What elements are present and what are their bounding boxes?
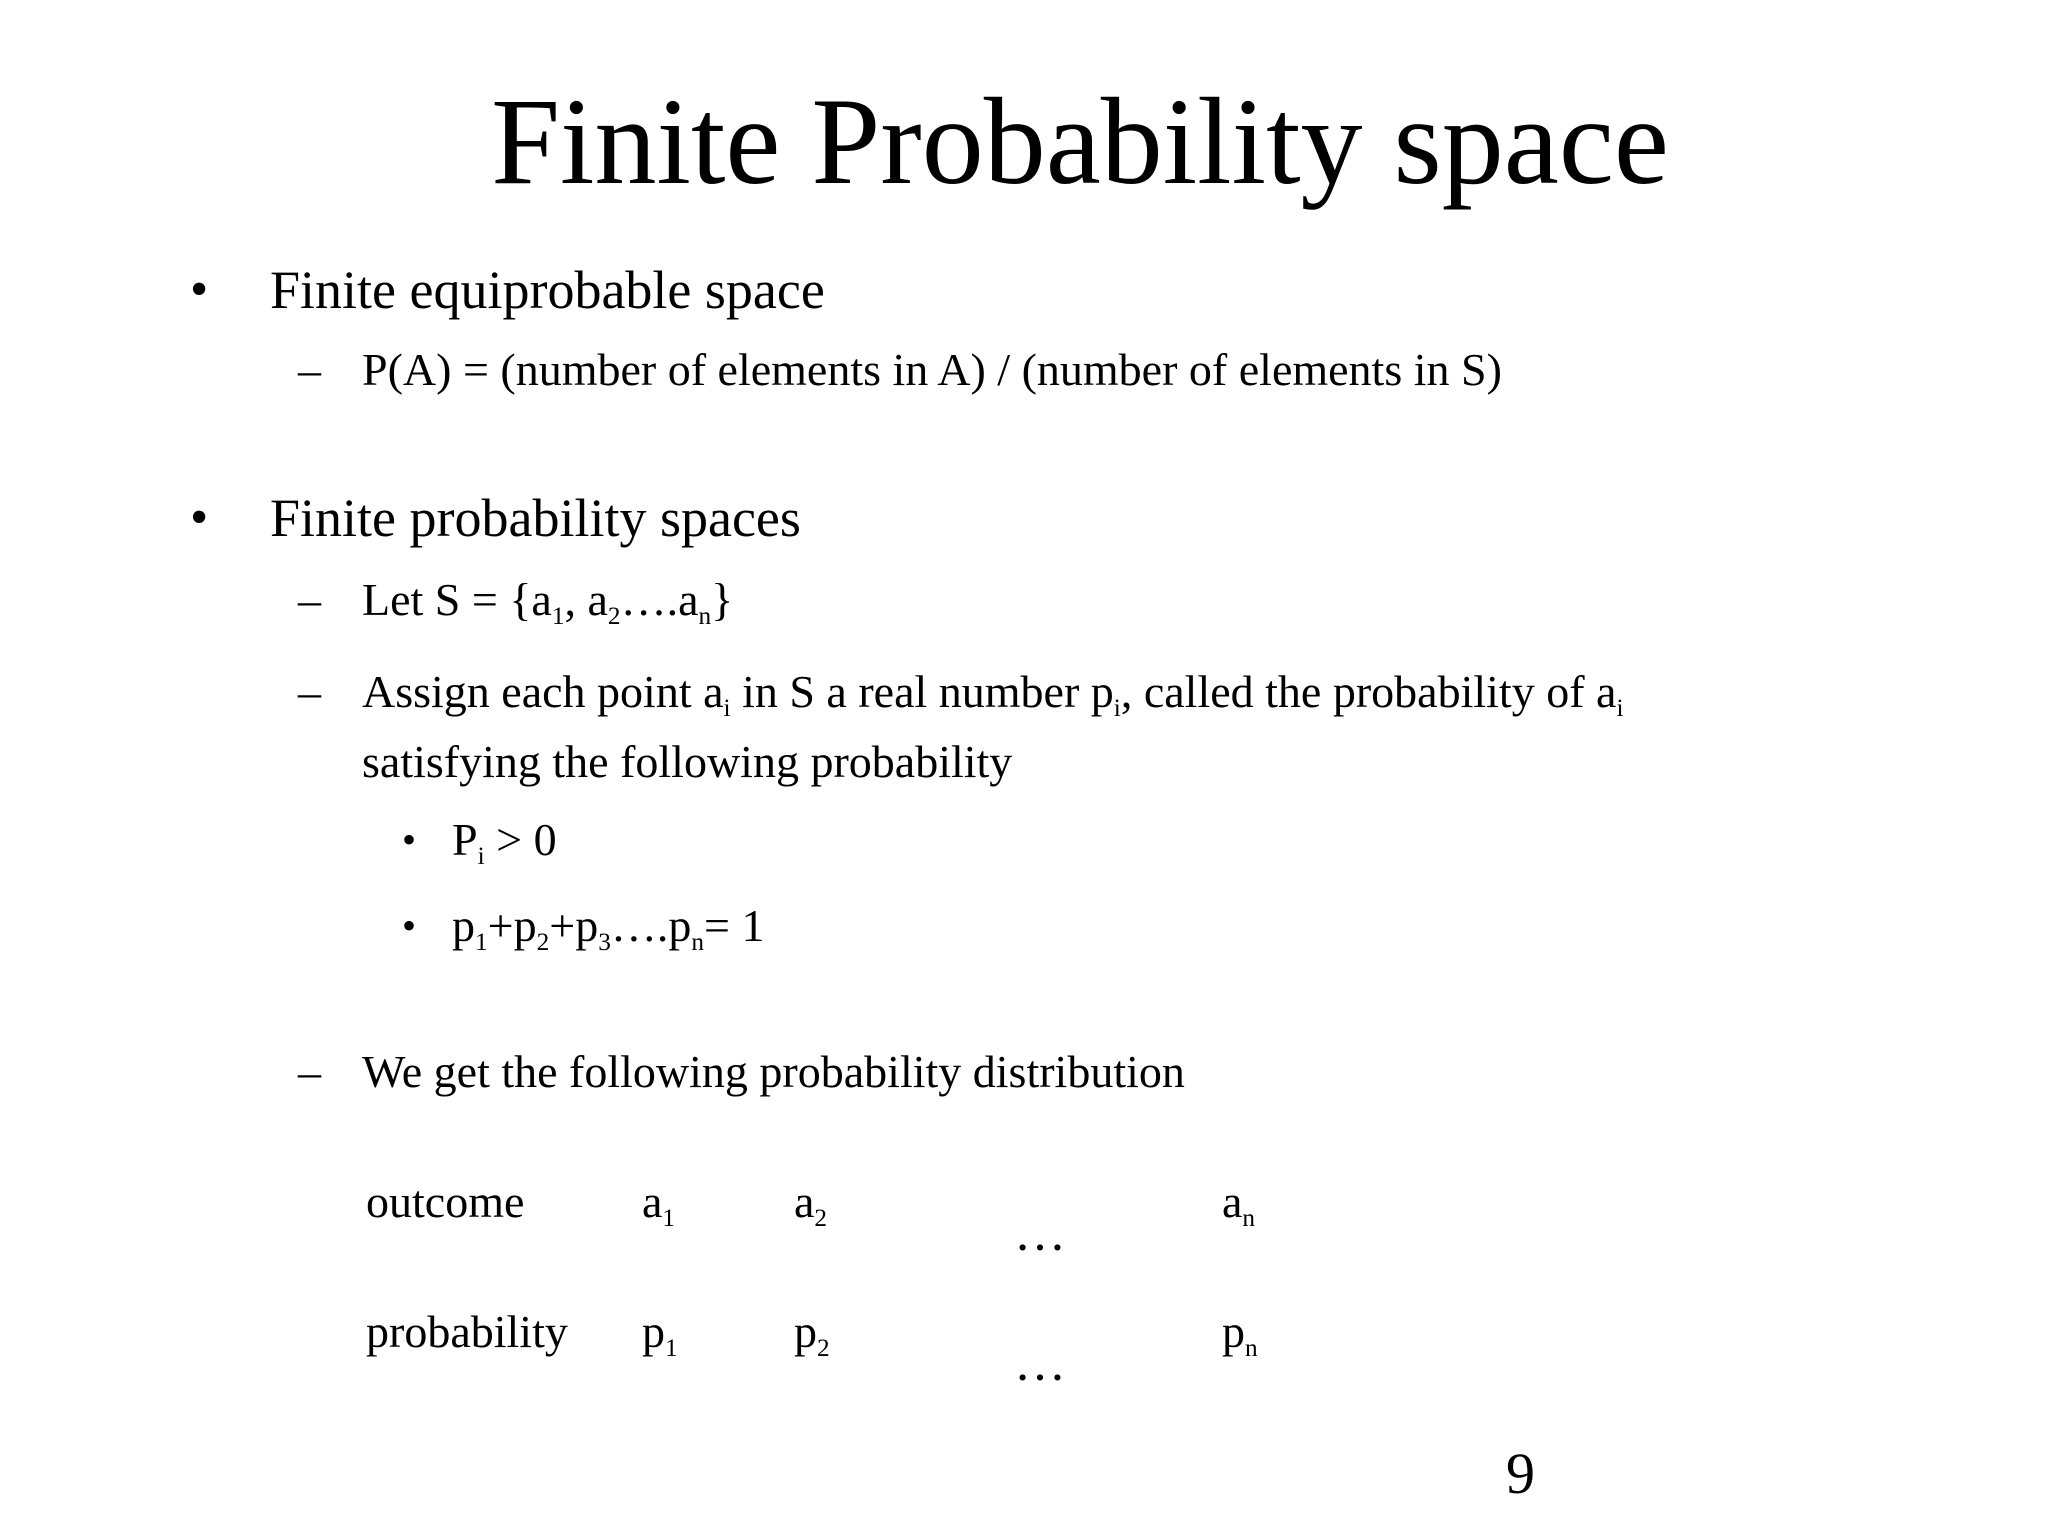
condition-sum [452,898,764,954]
subscript: i [477,841,485,870]
subscript: n [1242,1203,1256,1232]
assign-text: , called the probability of a [1120,666,1617,717]
condition-text: +p [549,900,599,951]
cell-base: a [1222,1176,1243,1227]
small-bullet-icon: • [402,903,417,948]
table-row-label-outcome: outcome [366,1176,525,1227]
sample-space-definition [362,572,733,628]
subscript: n [698,601,712,630]
cell-base: p [642,1306,665,1357]
subscript: n [1245,1333,1258,1362]
section-heading-equiprobable: Finite equiprobable space [270,260,825,320]
assign-text: in S a real number p [730,666,1114,717]
table-cell [642,1304,678,1360]
condition-text: = 1 [704,900,765,951]
let-prefix: Let S = {a [362,574,552,625]
page-number: 9 [1506,1441,1535,1506]
dash-icon: – [298,666,321,717]
dash-icon: – [298,1046,321,1097]
subscript: 2 [817,1333,830,1362]
let-mid: , a [564,574,608,625]
condition-text: P [452,814,478,865]
dash-icon: – [298,344,321,395]
section-heading-finite-spaces: Finite probability spaces [270,488,801,548]
let-mid: ….a [620,574,699,625]
assign-probability-line2: satisfying the following probability [362,736,1013,787]
cell-base: p [794,1306,817,1357]
condition-text: > 0 [484,814,557,865]
subscript: n [691,927,705,956]
bullet-icon: • [190,261,209,318]
bullet-icon: • [190,489,209,546]
equiprobable-formula: P(A) = (number of elements in A) / (number of elements in S) [362,344,1502,395]
table-cell [1222,1304,1258,1360]
cell-base: p [1222,1306,1245,1357]
condition-text: ….p [610,900,692,951]
condition-text: +p [487,900,537,951]
subscript: 2 [814,1203,828,1232]
table-cell [794,1174,827,1230]
cell-base: a [794,1176,815,1227]
table-cell [642,1174,675,1230]
ellipsis: … [1014,1205,1072,1262]
ellipsis: … [1014,1335,1072,1392]
table-row-label-probability: probability [366,1306,568,1357]
assign-probability-line1 [362,664,1623,720]
small-bullet-icon: • [402,817,417,862]
subscript: 1 [665,1333,678,1362]
subscript: i [1113,693,1121,722]
subscript: 1 [551,601,565,630]
dash-icon: – [298,574,321,625]
table-cell [1222,1174,1255,1230]
subscript: i [1616,693,1624,722]
subscript: 1 [662,1203,676,1232]
subscript: 1 [475,927,488,956]
subscript: 2 [536,927,550,956]
condition-text: p [452,900,475,951]
assign-text: Assign each point a [362,666,724,717]
subscript: 3 [598,927,611,956]
let-suffix: } [711,574,734,625]
table-cell [794,1304,830,1360]
condition-positive [452,812,557,868]
distribution-intro: We get the following probability distribution [362,1046,1185,1097]
subscript: i [723,693,731,722]
slide-title: Finite Probability space [491,73,1669,210]
subscript: 2 [607,601,621,630]
cell-base: a [642,1176,663,1227]
